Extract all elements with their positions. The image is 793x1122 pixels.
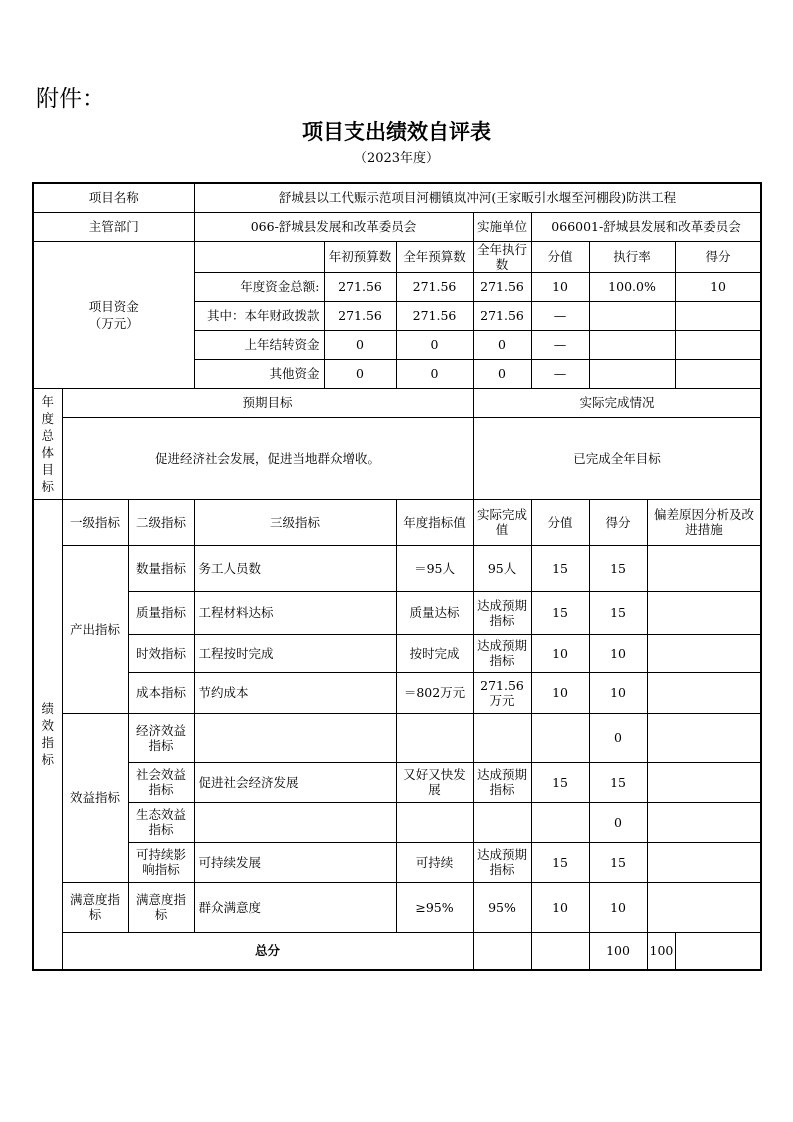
indicator-target: ＝95人	[396, 545, 473, 591]
indicator-value: 10	[531, 882, 589, 932]
level1-output: 产出指标	[62, 545, 128, 713]
indicator-level2: 经济效益指标	[128, 713, 194, 762]
indicator-value: 10	[531, 634, 589, 672]
indicator-target: 可持续	[396, 842, 473, 882]
funds-executed: 271.56	[473, 272, 531, 301]
funds-header-executed: 全年执行数	[473, 241, 531, 272]
indicators-header-level3: 三级指标	[194, 499, 396, 545]
indicator-value: 15	[531, 545, 589, 591]
indicator-actual: 达成预期指标	[473, 591, 531, 634]
page-title: 项目支出绩效自评表	[302, 120, 491, 144]
indicator-target: ＝802万元	[396, 672, 473, 713]
goals-header-row	[33, 388, 761, 417]
impl-label: 实施单位	[473, 212, 531, 241]
indicator-level2: 生态效益指标	[128, 802, 194, 842]
indicator-note	[647, 802, 761, 842]
funds-initial: 271.56	[324, 301, 396, 330]
indicator-level3: 工程按时完成	[194, 634, 396, 672]
year-subtitle: （2023年度）	[353, 151, 440, 166]
indicator-level3: 工程材料达标	[194, 591, 396, 634]
level1-satisfaction: 满意度指标	[62, 882, 128, 932]
goals-expected: 促进经济社会发展，促进当地群众增收。	[62, 417, 473, 499]
indicator-actual: 达成预期指标	[473, 634, 531, 672]
indicator-level3: 节约成本	[194, 672, 396, 713]
indicator-row	[33, 762, 761, 802]
indicator-target: 按时完成	[396, 634, 473, 672]
funds-executed: 0	[473, 359, 531, 388]
funds-row-label: 年度资金总额:	[194, 272, 324, 301]
total-empty-note	[675, 932, 761, 970]
indicator-note	[647, 842, 761, 882]
funds-annual: 271.56	[396, 301, 473, 330]
total-empty-actual	[531, 932, 589, 970]
goals-content-row	[33, 417, 761, 499]
indicator-actual: 达成预期指标	[473, 762, 531, 802]
indicator-note	[647, 672, 761, 713]
project-name-label: 项目名称	[33, 183, 194, 212]
funds-row-label: 其中：本年财政拨款	[194, 301, 324, 330]
funds-score	[675, 301, 761, 330]
indicator-value: 15	[531, 762, 589, 802]
indicators-label: 绩效指标	[33, 499, 62, 970]
goals-expected-label: 预期目标	[62, 388, 473, 417]
indicator-target: 又好又快发展	[396, 762, 473, 802]
funds-annual: 0	[396, 330, 473, 359]
funds-row-label: 其他资金	[194, 359, 324, 388]
indicator-score: 10	[589, 634, 647, 672]
funds-executed: 0	[473, 330, 531, 359]
indicator-note	[647, 882, 761, 932]
indicators-header-level1: 一级指标	[62, 499, 128, 545]
indicators-header-actual: 实际完成值	[473, 499, 531, 545]
indicator-actual: 95%	[473, 882, 531, 932]
indicators-header-value: 分值	[531, 499, 589, 545]
indicator-value	[531, 713, 589, 762]
funds-score-value: —	[531, 330, 589, 359]
indicator-score: 10	[589, 882, 647, 932]
indicator-score: 15	[589, 591, 647, 634]
indicator-target: ≥95%	[396, 882, 473, 932]
indicator-note	[647, 762, 761, 802]
indicator-row	[33, 634, 761, 672]
department-row	[33, 212, 761, 241]
indicator-row	[33, 842, 761, 882]
indicators-header-note: 偏差原因分析及改进措施	[647, 499, 761, 545]
funds-score-value: —	[531, 301, 589, 330]
indicator-level2: 质量指标	[128, 591, 194, 634]
indicator-level3	[194, 713, 396, 762]
indicator-level2: 满意度指标	[128, 882, 194, 932]
indicator-level2: 数量指标	[128, 545, 194, 591]
indicator-value: 10	[531, 672, 589, 713]
indicators-header-row	[33, 499, 761, 545]
funds-header-score: 得分	[675, 241, 761, 272]
funds-rate: 100.0%	[589, 272, 675, 301]
indicator-actual	[473, 713, 531, 762]
goals-label: 年度总体目标	[33, 388, 62, 499]
funds-rate	[589, 359, 675, 388]
total-score: 100	[647, 932, 675, 970]
funds-header-rate: 执行率	[589, 241, 675, 272]
funds-header-score-value: 分值	[531, 241, 589, 272]
indicator-note	[647, 591, 761, 634]
indicator-score: 0	[589, 802, 647, 842]
total-empty-target	[473, 932, 531, 970]
funds-annual: 0	[396, 359, 473, 388]
indicator-row	[33, 591, 761, 634]
funds-score	[675, 330, 761, 359]
indicator-note	[647, 545, 761, 591]
indicator-note	[647, 634, 761, 672]
indicator-target: 质量达标	[396, 591, 473, 634]
indicator-level3: 群众满意度	[194, 882, 396, 932]
indicators-header-target: 年度指标值	[396, 499, 473, 545]
funds-header-initial: 年初预算数	[324, 241, 396, 272]
indicator-actual: 271.56万元	[473, 672, 531, 713]
indicator-row	[33, 882, 761, 932]
indicator-actual: 达成预期指标	[473, 842, 531, 882]
funds-row-label: 上年结转资金	[194, 330, 324, 359]
project-name: 舒城县以工代赈示范项目河棚镇岚冲河(王家畈引水堰至河棚段)防洪工程	[194, 183, 761, 212]
indicator-row	[33, 802, 761, 842]
indicator-score: 0	[589, 713, 647, 762]
dept-label: 主管部门	[33, 212, 194, 241]
indicator-level2: 可持续影响指标	[128, 842, 194, 882]
indicator-score: 15	[589, 545, 647, 591]
funds-initial: 0	[324, 359, 396, 388]
funds-header-row	[33, 241, 761, 272]
indicator-score: 10	[589, 672, 647, 713]
funds-header-empty	[194, 241, 324, 272]
indicators-header-score: 得分	[589, 499, 647, 545]
indicator-level3: 促进社会经济发展	[194, 762, 396, 802]
funds-rate	[589, 330, 675, 359]
indicator-actual	[473, 802, 531, 842]
total-value: 100	[589, 932, 647, 970]
funds-score	[675, 359, 761, 388]
indicator-level3: 务工人员数	[194, 545, 396, 591]
dept-value: 066-舒城县发展和改革委员会	[194, 212, 473, 241]
goals-actual-label: 实际完成情况	[473, 388, 761, 417]
funds-initial: 271.56	[324, 272, 396, 301]
indicator-level2: 成本指标	[128, 672, 194, 713]
indicator-value	[531, 802, 589, 842]
indicator-actual: 95人	[473, 545, 531, 591]
funds-initial: 0	[324, 330, 396, 359]
indicator-target	[396, 802, 473, 842]
indicator-level3: 可持续发展	[194, 842, 396, 882]
project-name-row	[33, 183, 761, 212]
funds-header-annual: 全年预算数	[396, 241, 473, 272]
funds-executed: 271.56	[473, 301, 531, 330]
funds-annual: 271.56	[396, 272, 473, 301]
goals-actual: 已完成全年目标	[473, 417, 761, 499]
total-label: 总分	[62, 932, 473, 970]
indicator-target	[396, 713, 473, 762]
funds-label: 项目资金 （万元）	[33, 241, 194, 388]
indicator-value: 15	[531, 842, 589, 882]
indicator-row	[33, 713, 761, 762]
total-row	[33, 932, 761, 970]
attachment-label: 附件：	[36, 86, 105, 112]
level1-benefit: 效益指标	[62, 713, 128, 882]
indicator-value: 15	[531, 591, 589, 634]
indicator-row	[33, 672, 761, 713]
funds-score-value: 10	[531, 272, 589, 301]
indicator-level2: 社会效益指标	[128, 762, 194, 802]
indicator-row	[33, 545, 761, 591]
performance-table	[32, 182, 762, 971]
funds-rate	[589, 301, 675, 330]
indicator-note	[647, 713, 761, 762]
indicator-level3	[194, 802, 396, 842]
indicators-header-level2: 二级指标	[128, 499, 194, 545]
funds-score: 10	[675, 272, 761, 301]
indicator-level2: 时效指标	[128, 634, 194, 672]
impl-value: 066001-舒城县发展和改革委员会	[531, 212, 761, 241]
funds-score-value: —	[531, 359, 589, 388]
indicator-score: 15	[589, 762, 647, 802]
indicator-score: 15	[589, 842, 647, 882]
